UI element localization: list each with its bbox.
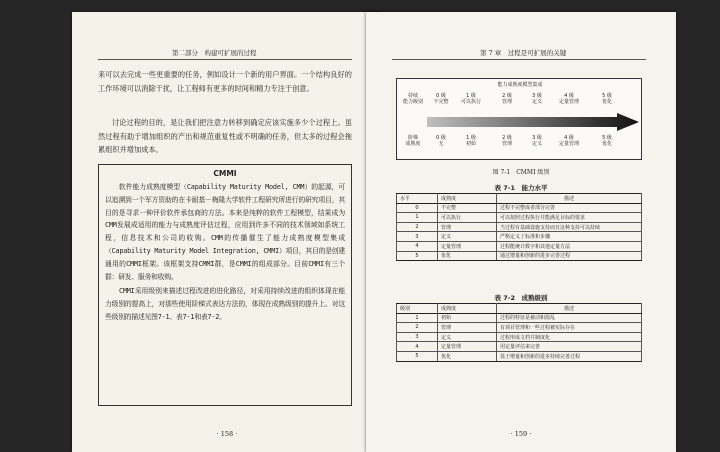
table-row [397, 351, 642, 361]
table-cell: 4 [397, 241, 438, 251]
table-cell: 4 [397, 342, 438, 352]
cmmi-sidebar-box [98, 164, 352, 406]
running-head-left: 第二部分 构建可扩展的过程 [172, 49, 257, 57]
level-number: 0 级 [436, 135, 446, 141]
level-number: 2 级 [502, 93, 512, 99]
level-number: 1 级 [466, 135, 476, 141]
level-name: 定量管理 [558, 141, 579, 147]
box-paragraph: CMMI采用级别来描述过程改进的进化路径，对采用持续改进的组织体现在能力级别的提高上，对那些使用阶梯式表达方法的，体现在成熟级别的提升上。对这些级别的描述见图7-1、表7-1和表7-2。 [105, 287, 345, 321]
level-name: 管理 [501, 141, 512, 147]
table-row [397, 251, 642, 261]
maturity-arrow [427, 113, 641, 131]
page-number: · 159 · [510, 430, 532, 438]
table-cell: 基于增量和创新的进步持续完善过程 [497, 351, 642, 361]
table-cell: 定义 [438, 332, 497, 342]
capability-table [396, 193, 642, 261]
table-cell: 初始 [438, 313, 497, 323]
figure-label-continuous: 持续 能力级别 [402, 93, 423, 105]
level-number: 0 级 [436, 93, 446, 99]
level-name: 优化 [601, 99, 612, 105]
table-cell: 用定量评估来完善 [497, 342, 642, 352]
level-number: 4 级 [564, 135, 574, 141]
header-rule [392, 59, 646, 60]
capability-level-label [587, 93, 627, 105]
level-number: 2 级 [502, 135, 512, 141]
table-row [397, 213, 642, 223]
table-row [397, 203, 642, 213]
level-name: 定义 [531, 99, 542, 105]
level-number: 5 级 [602, 135, 612, 141]
maturity-table [396, 303, 642, 362]
header-rule [98, 59, 352, 60]
table1-caption: 表 7-1 能力水平 [494, 184, 548, 192]
page-number: · 158 · [216, 430, 238, 438]
level-name: 不完整 [433, 99, 449, 105]
table-cell: 严格定义了标准和步骤 [497, 232, 642, 242]
left-page [72, 12, 382, 452]
table-cell: 过程的特征是被动和混乱 [497, 313, 642, 323]
table-cell: 定量管理 [438, 241, 497, 251]
capability-level-label [549, 93, 589, 105]
table-cell: 优化 [438, 251, 497, 261]
table-row [397, 313, 642, 323]
maturity-level-label [587, 135, 627, 147]
level-name: 定义 [531, 141, 542, 147]
arrow-shape [427, 113, 639, 131]
level-name: 可以执行 [460, 99, 481, 105]
table-header: 水平 [397, 194, 438, 204]
box-title: CMMI [213, 169, 237, 178]
table-cell: 优化 [438, 351, 497, 361]
cmmi-levels-figure [396, 78, 642, 160]
table-cell: 可以按照过程执行并能满足目标的要求 [497, 213, 642, 223]
box-paragraph: 软件能力成熟度模型（Capability Maturity Model, CMM）的起源，可以追溯到一个军方资助的在卡耐基－梅隆大学软件工程研究所进行的研究项目，其目的是寻求一种评价软件承包商的方法。本来是纯粹的软件工程模型，结果成为CMM发展成适用的能力与成熟度评估过程，应用到许多不同的技术领域如系统工程，信息技术和公司的收购。CMM的传播催生了能力成熟度模型集成（Capability Maturity Model Integration, CMMI）项目，其目的是创建通用的CMMI框架。该框架支持CMMI群，是CMMI的组成部分。目前CMMI有三个群：研发、服务和收购。 [105, 183, 345, 281]
figure-caption: 图 7-1 CMMI 级别 [492, 169, 550, 176]
table2-caption: 表 7-2 成熟级别 [494, 294, 548, 302]
table-row [397, 241, 642, 251]
table-cell: 可以执行 [438, 213, 497, 223]
table-cell: 通过增量和创新的进步完善过程 [497, 251, 642, 261]
table-cell: 3 [397, 232, 438, 242]
running-head-right: 第 7 章 过程是可扩展的关键 [480, 49, 567, 57]
table-cell: 2 [397, 323, 438, 333]
paragraph: 讨论过程的目的，是让我们把注意力转移到确定应该实施多少个过程上。虽然过程有助于增加组织的产出和规范重复性或不明确的任务，但太多的过程会拖累组织并增加成本。 [98, 118, 352, 154]
table-cell: 2 [397, 222, 438, 232]
level-number: 4 级 [564, 93, 574, 99]
table-cell: 过程能统计数字和其他定量方法 [497, 241, 642, 251]
right-page [366, 12, 676, 452]
table-row [397, 232, 642, 242]
level-number: 1 级 [466, 93, 476, 99]
table-cell: 3 [397, 332, 438, 342]
table-cell: 管理 [438, 323, 497, 333]
level-name: 定量管理 [558, 99, 579, 105]
table-cell: 过程形成文档并制度化 [497, 332, 642, 342]
level-number: 3 级 [532, 135, 542, 141]
table-cell: 定量管理 [438, 342, 497, 352]
table-header: 级别 [397, 304, 438, 314]
level-name: 无 [438, 141, 444, 147]
maturity-level-label [549, 135, 589, 147]
table-cell: 有项目管理和一些过程被实际存在 [497, 323, 642, 333]
table-header: 描述 [497, 304, 642, 314]
table-cell: 管理 [438, 222, 497, 232]
level-number: 5 级 [602, 93, 612, 99]
table-cell: 1 [397, 313, 438, 323]
level-name: 优化 [601, 141, 612, 147]
table-row [397, 222, 642, 232]
table-header: 成熟度 [438, 304, 497, 314]
level-name: 管理 [501, 99, 512, 105]
table-cell: 定义 [438, 232, 497, 242]
table-row [397, 332, 642, 342]
figure-header: 能力成熟度模型集成 [497, 82, 543, 88]
table-cell: 过程不完整或者部分完善 [497, 203, 642, 213]
maturity-level-label [451, 135, 491, 147]
paragraph: 来可以去完成一些更重要的任务，例如设计一个新的用户界面。一个结构良好的工作环境可以消除干扰，让工程师有更多的时间和精力专注于创意。 [98, 70, 352, 93]
capability-level-label [451, 93, 491, 105]
table-row [397, 342, 642, 352]
table-header: 成熟度 [438, 194, 497, 204]
table-cell: 当过程有基础设施支持而且这种支持可以持续 [497, 222, 642, 232]
table-cell: 5 [397, 251, 438, 261]
table-cell: 不完整 [438, 203, 497, 213]
table-header: 描述 [497, 194, 642, 204]
table-cell: 1 [397, 213, 438, 223]
table-row [397, 323, 642, 333]
table-cell: 0 [397, 203, 438, 213]
level-name: 初始 [465, 141, 476, 147]
figure-label-staged: 阶梯 成熟度 [405, 135, 421, 147]
table-cell: 5 [397, 351, 438, 361]
level-number: 3 级 [532, 93, 542, 99]
